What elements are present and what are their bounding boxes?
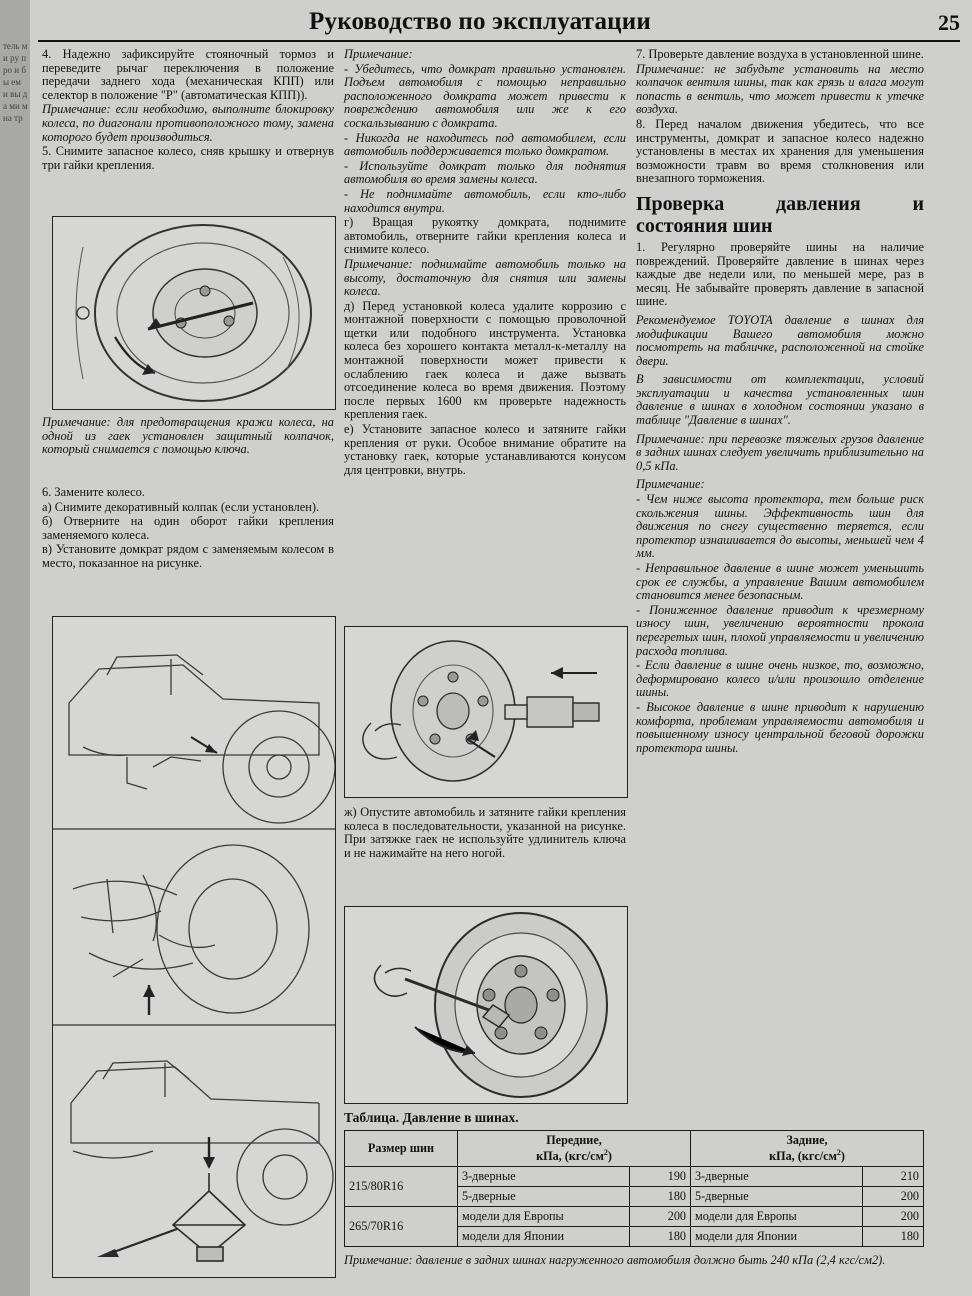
col2-para-d: д) Перед установкой колеса удалите коррозию с монтажной поверхности с помощью проволочной щетки или подобного инструмента. Установка колеса без хорошего контакта металл-к-металлу на монтажной поверхности может привести к ослаблению гаек колеса и даже вызвать отсоединение колеса во время движения. Поэтому после первых 1600 км проверьте надежность крепления гаек. bbox=[344, 298, 626, 422]
figure-jack-placement bbox=[52, 616, 336, 1278]
figure-spare-wheel-note: Примечание: для предотвращения кражи колеса, на одной из гаек установлен защитный колпачок, который снимается с помощью ключа. bbox=[42, 415, 334, 457]
col1-note-1: Примечание: если необходимо, выполните блокировку колеса, по диагонали противоположного тому, замена которого будет производиться. bbox=[42, 102, 334, 144]
cell-rear-label: модели для Европы bbox=[691, 1207, 863, 1227]
cell-rear-value: 200 bbox=[863, 1187, 924, 1207]
col3-note-2: Рекомендуемое TOYOTA давление в шинах для модификации Вашего автомобиля можно посмотреть на табличке, расположенной на стойке двери. bbox=[636, 312, 924, 368]
cell-rear-value: 210 bbox=[863, 1167, 924, 1187]
th-front-line1: Передние, bbox=[546, 1133, 602, 1147]
cell-front-label: 5-дверные bbox=[458, 1187, 630, 1207]
page-title: Руководство по эксплуатации bbox=[309, 8, 651, 35]
section-heading-tire-pressure: Проверка давления и состояния шин bbox=[636, 192, 924, 237]
figure-spare-wheel bbox=[52, 216, 336, 410]
th-rear-close: ) bbox=[840, 1149, 845, 1164]
cell-rear-value: 200 bbox=[863, 1207, 924, 1227]
col3-note-5-head: Примечание: bbox=[636, 477, 705, 492]
column-three-text bbox=[636, 48, 924, 756]
cell-front-label: 3-дверные bbox=[458, 1167, 630, 1187]
col1-para-b: б) Отверните на один оборот гайки крепления заменяемого колеса. bbox=[42, 514, 334, 542]
page-header bbox=[40, 8, 960, 40]
cell-rear-label: модели для Японии bbox=[691, 1227, 863, 1247]
col3-para-1: 1. Регулярно проверяйте шины на наличие повреждений. Проверяйте давление в шинах через каждые две недели или, по меньшей мере, раз в месяц. Не забывайте проверять давление в запасной шине. bbox=[636, 239, 924, 309]
th-front bbox=[458, 1131, 691, 1167]
col1-para-4: 4. Надежно зафиксируйте стояночный тормоз и переведите рычаг переключения в положение передачи заднего хода (механическая КПП) или селектор в положение "P" (автоматическая КПП)). bbox=[42, 47, 334, 102]
col1-para-a: а) Снимите декоративный колпак (если установлен). bbox=[42, 499, 320, 514]
col3-note-5-d: - Если давление в шине очень низкое, то, возможно, деформировано колесо и/или произошло отделение шины. bbox=[636, 658, 924, 700]
th-front-sup: 2 bbox=[603, 1148, 608, 1157]
column-one-text-lower bbox=[42, 486, 334, 616]
col1-para-5: 5. Снимите запасное колесо, сняв крышку и отвернув три гайки крепления. bbox=[42, 144, 334, 172]
cell-front-value: 200 bbox=[630, 1207, 691, 1227]
header-rule bbox=[38, 40, 960, 42]
table-row bbox=[345, 1207, 924, 1227]
cell-front-label: модели для Японии bbox=[458, 1227, 630, 1247]
cell-front-value: 180 bbox=[630, 1187, 691, 1207]
table-header-row bbox=[345, 1131, 924, 1167]
margin-text-fragments: тель ми ру про и бы ем и вы да ми м на тр bbox=[3, 41, 28, 123]
col1-para-6: 6. Замените колесо. bbox=[42, 485, 145, 499]
left-margin-strip bbox=[0, 0, 30, 1296]
col2-note-b: - Никогда не находитесь под автомобилем, если автомобиль поддерживается только домкратом. bbox=[344, 130, 626, 159]
col2-para-g: г) Вращая рукоятку домкрата, поднимите автомобиль, отверните гайки крепления колеса и снимите колесо. bbox=[344, 215, 626, 257]
col2-note-2: Примечание: поднимайте автомобиль только на высоту, достаточную для снятия или замены колеса. bbox=[344, 256, 626, 299]
cell-rear-label: 5-дверные bbox=[691, 1187, 863, 1207]
figure-wheel-hub bbox=[344, 626, 628, 798]
col3-note-5-a: - Чем ниже высота протектора, тем больше риск скольжения шины. Эффективность шин для движения по снегу существенно теряется, если протектор изнашивается до высоты, меньшей чем 4 мм. bbox=[636, 492, 924, 561]
table-row bbox=[345, 1167, 924, 1187]
cell-size: 215/80R16 bbox=[345, 1167, 458, 1207]
column-one-text bbox=[42, 48, 334, 213]
col2-para-zh: ж) Опустите автомобиль и затяните гайки крепления колеса в последовательности, указанной на рисунке. При затяжке гаек не используйте удлинитель ключа и не нажимайте на него ногой. bbox=[344, 805, 626, 860]
col3-para-7: 7. Проверьте давление воздуха в установленной шине. bbox=[636, 47, 924, 61]
col3-note-5-b: - Неправильное давление в шине может уменьшить срок ее службы, а управление Вашим автомобилем становится менее безопасным. bbox=[636, 561, 924, 603]
table-title: Таблица. Давление в шинах. bbox=[344, 1110, 519, 1125]
th-rear-line1: Задние, bbox=[786, 1133, 828, 1147]
th-front-line2: кПа, (кгс/см bbox=[536, 1149, 604, 1164]
figure-nut-tightening bbox=[344, 906, 628, 1104]
tire-pressure-table bbox=[344, 1130, 924, 1247]
col3-para-8: 8. Перед началом движения убедитесь, что все инструменты, домкрат и запасное колесо надежно установлены в местах их хранения для уменьшения возможности травм во время столкновения или внезапного торможения. bbox=[636, 116, 924, 186]
th-front-close: ) bbox=[607, 1149, 612, 1164]
page-number: 25 bbox=[938, 10, 960, 35]
col3-note-3: В зависимости от комплектации, условий эксплуатации и качества установленных шин давление в шинах в холодном состоянии указано в таблице "Давление в шинах". bbox=[636, 372, 924, 428]
column-two-text bbox=[344, 48, 626, 608]
col1-para-v: в) Установите домкрат рядом с заменяемым колесом в место, показанное на рисунке. bbox=[42, 542, 334, 570]
col3-note-5-c: - Пониженное давление приводит к чрезмерному износу шин, увеличению вероятности прокола перегретых шин, плохой управляемости и увеличению расхода топлива. bbox=[636, 602, 924, 658]
cell-front-label: модели для Европы bbox=[458, 1207, 630, 1227]
th-rear bbox=[691, 1131, 924, 1167]
col3-note-1: Примечание: не забудьте установить на место колпачок вентиля шины, так как грязь и влага могут попасть в вентиль, что может привести к утечке воздуха. bbox=[636, 61, 924, 117]
table-footnote: Примечание: давление в задних шинах нагруженного автомобиля должно быть 240 кПа (2,4 кгс/см2). bbox=[344, 1253, 886, 1267]
cell-rear-value: 180 bbox=[863, 1227, 924, 1247]
col2-note-d: - Не поднимайте автомобиль, если кто-либо находится внутри. bbox=[344, 186, 626, 215]
col3-note-5-e: - Высокое давление в шине приводит к нарушению комфорта, проблемам управляемости автомобиля и повышенному износу центральной беговой дорожки протектора шины. bbox=[636, 699, 924, 755]
col2-para-e: е) Установите запасное колесо и затяните гайки крепления от руки. Особое внимание обратите на установку гаек, которые устанавливаются конусом для центровки, внутрь. bbox=[344, 422, 626, 477]
cell-front-value: 180 bbox=[630, 1227, 691, 1247]
th-tire-size: Размер шин bbox=[345, 1131, 458, 1167]
col2-note-head: Примечание: bbox=[344, 47, 413, 61]
cell-size: 265/70R16 bbox=[345, 1207, 458, 1247]
col2-note-a: - Убедитесь, что домкрат правильно установлен. Подъем автомобиля с помощью неправильно расположенного домкрата может привести к повреждению автомобиля или же к его соскальзыванию с домкрата. bbox=[344, 61, 626, 130]
cell-front-value: 190 bbox=[630, 1167, 691, 1187]
col3-note-4: Примечание: при перевозке тяжелых грузов давление в задних шинах следует увеличить приблизительно на 0,5 кПа. bbox=[636, 431, 924, 473]
th-rear-sup: 2 bbox=[836, 1148, 841, 1157]
col2-note-c: - Используйте домкрат только для поднятия автомобиля во время замены колеса. bbox=[344, 158, 626, 187]
cell-rear-label: 3-дверные bbox=[691, 1167, 863, 1187]
th-rear-line2: кПа, (кгс/см bbox=[769, 1149, 837, 1164]
column-two-text-lower bbox=[344, 806, 626, 901]
